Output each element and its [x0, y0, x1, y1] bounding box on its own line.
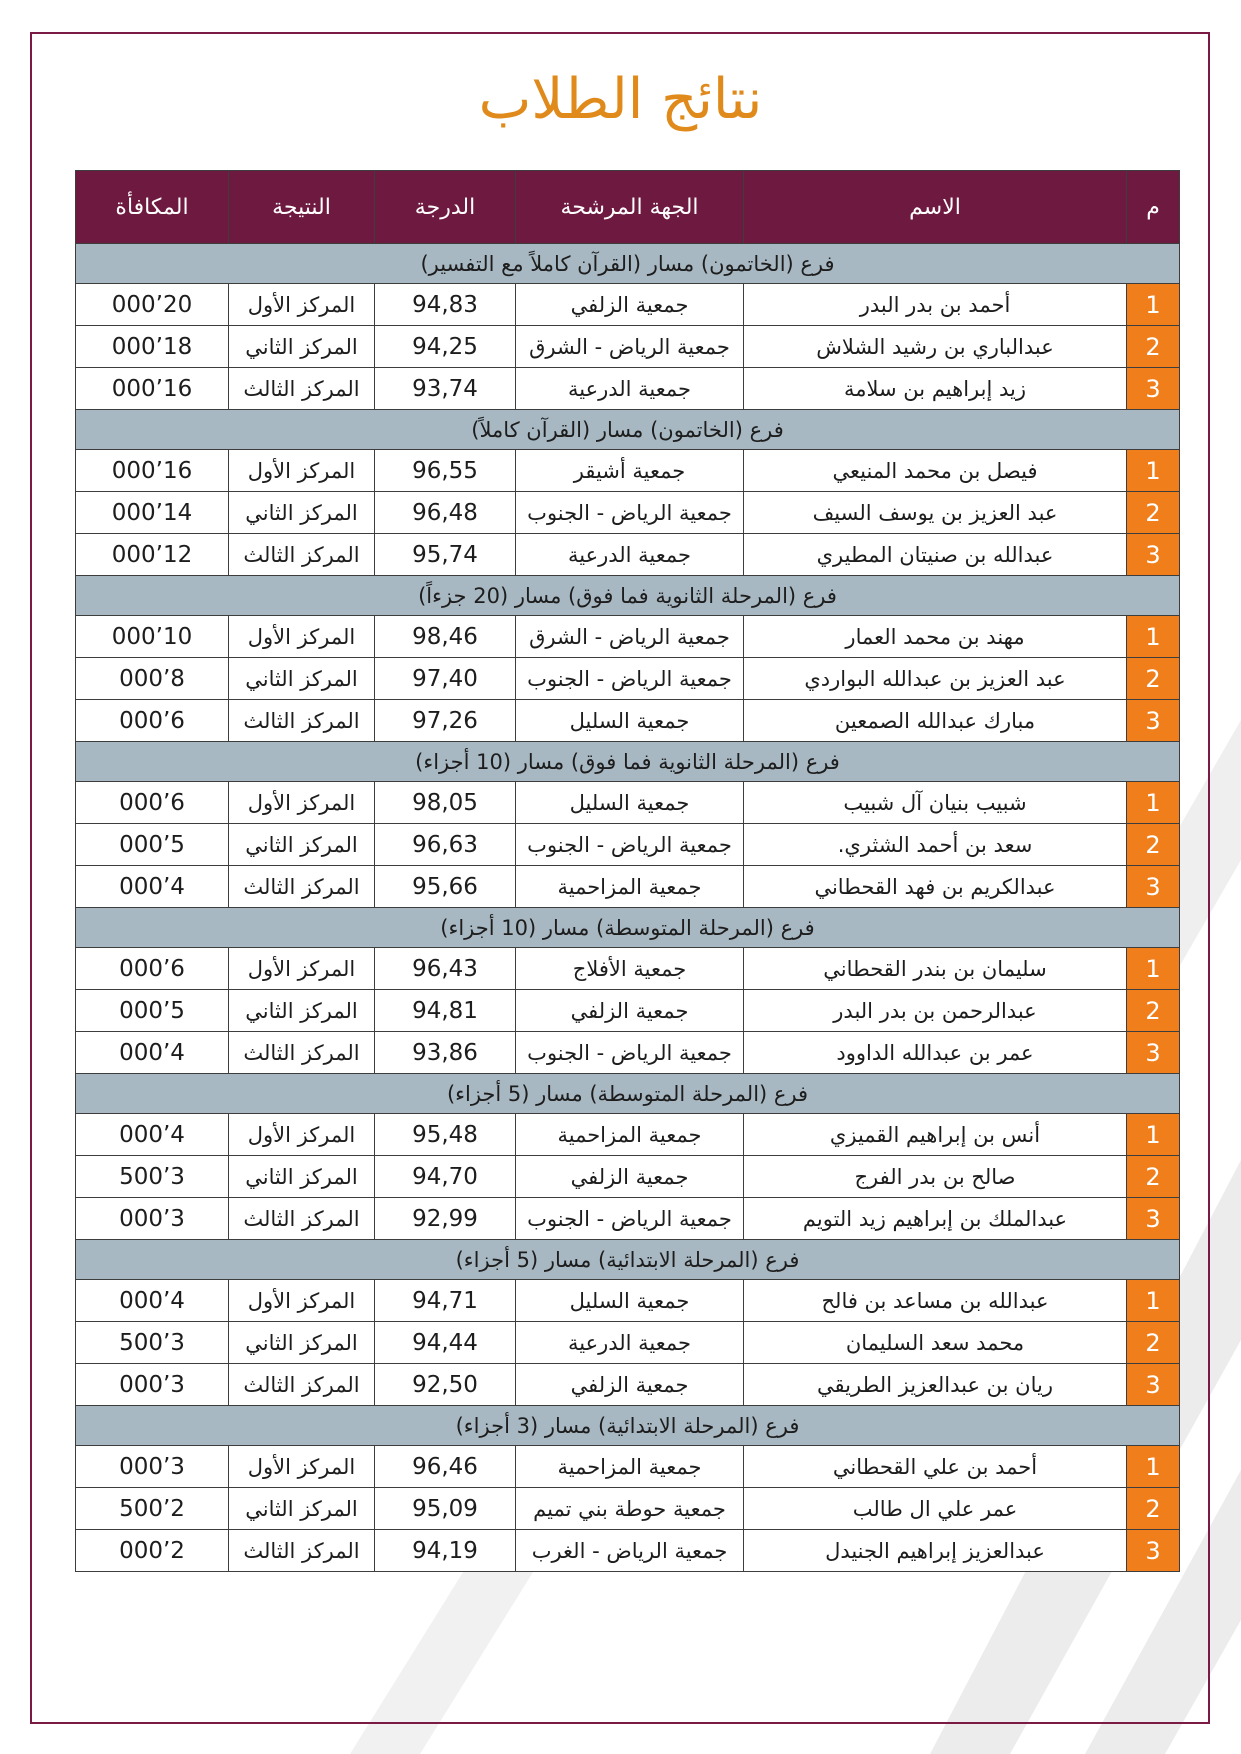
- student-name: أحمد بن علي القحطاني: [744, 1446, 1127, 1488]
- table-row: [76, 782, 1180, 824]
- table-row: [76, 1156, 1180, 1198]
- result: المركز الثاني: [229, 326, 375, 368]
- nominating-org: جمعية الزلفي: [516, 284, 744, 326]
- table-row: [76, 284, 1180, 326]
- prize: 6’000: [76, 782, 229, 824]
- nominating-org: جمعية الزلفي: [516, 1156, 744, 1198]
- table-row: [76, 1032, 1180, 1074]
- rank-number: 3: [1127, 866, 1180, 908]
- result: المركز الأول: [229, 1114, 375, 1156]
- section-title: فرع (المرحلة الابتدائية) مسار (3 أجزاء): [76, 1406, 1180, 1446]
- score: 95,09: [375, 1488, 516, 1530]
- prize: 5’000: [76, 824, 229, 866]
- result: المركز الأول: [229, 948, 375, 990]
- rank-number: 1: [1127, 450, 1180, 492]
- result: المركز الثالث: [229, 1032, 375, 1074]
- section-row: [76, 1406, 1180, 1446]
- table-row: [76, 1446, 1180, 1488]
- section-title: فرع (المرحلة الابتدائية) مسار (5 أجزاء): [76, 1240, 1180, 1280]
- prize: 16’000: [76, 368, 229, 410]
- table-row: [76, 534, 1180, 576]
- rank-number: 3: [1127, 1032, 1180, 1074]
- rank-number: 2: [1127, 492, 1180, 534]
- header-prize: المكافأة: [76, 171, 229, 244]
- student-name: عمر علي ال طالب: [744, 1488, 1127, 1530]
- section-title: فرع (الخاتمون) مسار (القرآن كاملاً مع التفسير): [76, 244, 1180, 284]
- header-org: الجهة المرشحة: [516, 171, 744, 244]
- nominating-org: جمعية الرياض - الشرق: [516, 616, 744, 658]
- result: المركز الثالث: [229, 866, 375, 908]
- header-score: الدرجة: [375, 171, 516, 244]
- section-title: فرع (المرحلة الثانوية فما فوق) مسار (20 جزءاً): [76, 576, 1180, 616]
- student-name: عبدالملك بن إبراهيم زيد التويم: [744, 1198, 1127, 1240]
- section-row: [76, 1240, 1180, 1280]
- prize: 14’000: [76, 492, 229, 534]
- nominating-org: جمعية الرياض - الجنوب: [516, 1032, 744, 1074]
- section-title: فرع (المرحلة الثانوية فما فوق) مسار (10 أجزاء): [76, 742, 1180, 782]
- prize: 8’000: [76, 658, 229, 700]
- prize: 6’000: [76, 700, 229, 742]
- table-row: [76, 616, 1180, 658]
- table-row: [76, 866, 1180, 908]
- result: المركز الثالث: [229, 368, 375, 410]
- table-row: [76, 824, 1180, 866]
- results-table: [75, 170, 1180, 1572]
- student-name: صالح بن بدر الفرج: [744, 1156, 1127, 1198]
- student-name: ريان بن عبدالعزيز الطريقي: [744, 1364, 1127, 1406]
- prize: 3’000: [76, 1446, 229, 1488]
- rank-number: 2: [1127, 990, 1180, 1032]
- nominating-org: جمعية السليل: [516, 1280, 744, 1322]
- student-name: أنس بن إبراهيم القميزي: [744, 1114, 1127, 1156]
- prize: 6’000: [76, 948, 229, 990]
- rank-number: 2: [1127, 1322, 1180, 1364]
- section-row: [76, 244, 1180, 284]
- result: المركز الثالث: [229, 534, 375, 576]
- nominating-org: جمعية الرياض - الجنوب: [516, 824, 744, 866]
- score: 97,40: [375, 658, 516, 700]
- rank-number: 2: [1127, 1156, 1180, 1198]
- student-name: عبدالعزيز إبراهيم الجنيدل: [744, 1530, 1127, 1572]
- score: 92,50: [375, 1364, 516, 1406]
- table-row: [76, 990, 1180, 1032]
- student-name: مهند بن محمد العمار: [744, 616, 1127, 658]
- result: المركز الأول: [229, 450, 375, 492]
- rank-number: 1: [1127, 1280, 1180, 1322]
- nominating-org: جمعية السليل: [516, 782, 744, 824]
- rank-number: 1: [1127, 948, 1180, 990]
- nominating-org: جمعية حوطة بني تميم: [516, 1488, 744, 1530]
- prize: 2’000: [76, 1530, 229, 1572]
- nominating-org: جمعية الأفلاج: [516, 948, 744, 990]
- rank-number: 1: [1127, 782, 1180, 824]
- rank-number: 3: [1127, 1364, 1180, 1406]
- nominating-org: جمعية الدرعية: [516, 534, 744, 576]
- nominating-org: جمعية الرياض - الشرق: [516, 326, 744, 368]
- student-name: أحمد بن بدر البدر: [744, 284, 1127, 326]
- section-title: فرع (المرحلة المتوسطة) مسار (10 أجزاء): [76, 908, 1180, 948]
- score: 95,48: [375, 1114, 516, 1156]
- score: 94,71: [375, 1280, 516, 1322]
- nominating-org: جمعية الدرعية: [516, 368, 744, 410]
- table-row: [76, 450, 1180, 492]
- result: المركز الأول: [229, 616, 375, 658]
- student-name: عبدالله بن مساعد بن فالح: [744, 1280, 1127, 1322]
- nominating-org: جمعية الزلفي: [516, 1364, 744, 1406]
- prize: 2’500: [76, 1488, 229, 1530]
- student-name: عبد العزيز بن يوسف السيف: [744, 492, 1127, 534]
- rank-number: 1: [1127, 616, 1180, 658]
- table-row: [76, 700, 1180, 742]
- table-row: [76, 948, 1180, 990]
- table-row: [76, 658, 1180, 700]
- prize: 10’000: [76, 616, 229, 658]
- student-name: عمر بن عبدالله الداوود: [744, 1032, 1127, 1074]
- score: 93,74: [375, 368, 516, 410]
- student-name: سعد بن أحمد الشثري.: [744, 824, 1127, 866]
- rank-number: 3: [1127, 700, 1180, 742]
- result: المركز الثالث: [229, 1530, 375, 1572]
- score: 96,46: [375, 1446, 516, 1488]
- score: 94,25: [375, 326, 516, 368]
- table-row: [76, 1280, 1180, 1322]
- nominating-org: جمعية المزاحمية: [516, 1114, 744, 1156]
- student-name: سليمان بن بندر القحطاني: [744, 948, 1127, 990]
- score: 96,63: [375, 824, 516, 866]
- prize: 3’500: [76, 1156, 229, 1198]
- result: المركز الثاني: [229, 824, 375, 866]
- score: 94,70: [375, 1156, 516, 1198]
- prize: 4’000: [76, 1114, 229, 1156]
- table-row: [76, 1198, 1180, 1240]
- prize: 4’000: [76, 1032, 229, 1074]
- result: المركز الثاني: [229, 658, 375, 700]
- result: المركز الأول: [229, 1446, 375, 1488]
- score: 96,55: [375, 450, 516, 492]
- section-row: [76, 908, 1180, 948]
- table-row: [76, 1114, 1180, 1156]
- result: المركز الثالث: [229, 700, 375, 742]
- student-name: زيد إبراهيم بن سلامة: [744, 368, 1127, 410]
- result: المركز الثالث: [229, 1198, 375, 1240]
- result: المركز الأول: [229, 782, 375, 824]
- nominating-org: جمعية الرياض - الجنوب: [516, 492, 744, 534]
- student-name: شبيب بنيان آل شبيب: [744, 782, 1127, 824]
- result: المركز الثالث: [229, 1364, 375, 1406]
- nominating-org: جمعية الرياض - الجنوب: [516, 658, 744, 700]
- score: 94,44: [375, 1322, 516, 1364]
- prize: 12’000: [76, 534, 229, 576]
- section-title: فرع (المرحلة المتوسطة) مسار (5 أجزاء): [76, 1074, 1180, 1114]
- section-row: [76, 742, 1180, 782]
- score: 94,81: [375, 990, 516, 1032]
- score: 97,26: [375, 700, 516, 742]
- student-name: عبدالباري بن رشيد الشلاش: [744, 326, 1127, 368]
- nominating-org: جمعية الرياض - الجنوب: [516, 1198, 744, 1240]
- nominating-org: جمعية الرياض - الغرب: [516, 1530, 744, 1572]
- rank-number: 3: [1127, 534, 1180, 576]
- header-name: الاسم: [744, 171, 1127, 244]
- result: المركز الثاني: [229, 492, 375, 534]
- prize: 4’000: [76, 866, 229, 908]
- result: المركز الثاني: [229, 990, 375, 1032]
- rank-number: 1: [1127, 1446, 1180, 1488]
- student-name: مبارك عبدالله الصمعين: [744, 700, 1127, 742]
- prize: 5’000: [76, 990, 229, 1032]
- table-row: [76, 368, 1180, 410]
- student-name: محمد سعد السليمان: [744, 1322, 1127, 1364]
- header-num: م: [1127, 171, 1180, 244]
- page-title: نتائج الطلاب: [478, 67, 763, 132]
- rank-number: 3: [1127, 1198, 1180, 1240]
- score: 93,86: [375, 1032, 516, 1074]
- nominating-org: جمعية المزاحمية: [516, 866, 744, 908]
- student-name: عبدالرحمن بن بدر البدر: [744, 990, 1127, 1032]
- table-row: [76, 1364, 1180, 1406]
- score: 92,99: [375, 1198, 516, 1240]
- table-row: [76, 1488, 1180, 1530]
- rank-number: 3: [1127, 368, 1180, 410]
- section-title: فرع (الخاتمون) مسار (القرآن كاملاً): [76, 410, 1180, 450]
- student-name: عبد العزيز بن عبدالله البواردي: [744, 658, 1127, 700]
- header-row: [76, 171, 1180, 244]
- result: المركز الثاني: [229, 1322, 375, 1364]
- prize: 3’000: [76, 1364, 229, 1406]
- score: 95,66: [375, 866, 516, 908]
- prize: 4’000: [76, 1280, 229, 1322]
- rank-number: 2: [1127, 1488, 1180, 1530]
- rank-number: 2: [1127, 658, 1180, 700]
- nominating-org: جمعية الدرعية: [516, 1322, 744, 1364]
- table-row: [76, 326, 1180, 368]
- score: 96,48: [375, 492, 516, 534]
- score: 94,19: [375, 1530, 516, 1572]
- rank-number: 3: [1127, 1530, 1180, 1572]
- result: المركز الأول: [229, 284, 375, 326]
- prize: 20’000: [76, 284, 229, 326]
- section-row: [76, 1074, 1180, 1114]
- result: المركز الثاني: [229, 1488, 375, 1530]
- nominating-org: جمعية السليل: [516, 700, 744, 742]
- score: 95,74: [375, 534, 516, 576]
- prize: 18’000: [76, 326, 229, 368]
- table-row: [76, 1322, 1180, 1364]
- nominating-org: جمعية الزلفي: [516, 990, 744, 1032]
- score: 94,83: [375, 284, 516, 326]
- student-name: عبدالكريم بن فهد القحطاني: [744, 866, 1127, 908]
- section-row: [76, 410, 1180, 450]
- student-name: فيصل بن محمد المنيعي: [744, 450, 1127, 492]
- section-row: [76, 576, 1180, 616]
- score: 96,43: [375, 948, 516, 990]
- student-name: عبدالله بن صنيتان المطيري: [744, 534, 1127, 576]
- prize: 3’000: [76, 1198, 229, 1240]
- table-row: [76, 492, 1180, 534]
- nominating-org: جمعية أشيقر: [516, 450, 744, 492]
- rank-number: 1: [1127, 284, 1180, 326]
- header-result: النتيجة: [229, 171, 375, 244]
- prize: 16’000: [76, 450, 229, 492]
- result: المركز الأول: [229, 1280, 375, 1322]
- table-row: [76, 1530, 1180, 1572]
- result: المركز الثاني: [229, 1156, 375, 1198]
- rank-number: 2: [1127, 824, 1180, 866]
- prize: 3’500: [76, 1322, 229, 1364]
- score: 98,05: [375, 782, 516, 824]
- score: 98,46: [375, 616, 516, 658]
- rank-number: 2: [1127, 326, 1180, 368]
- rank-number: 1: [1127, 1114, 1180, 1156]
- nominating-org: جمعية المزاحمية: [516, 1446, 744, 1488]
